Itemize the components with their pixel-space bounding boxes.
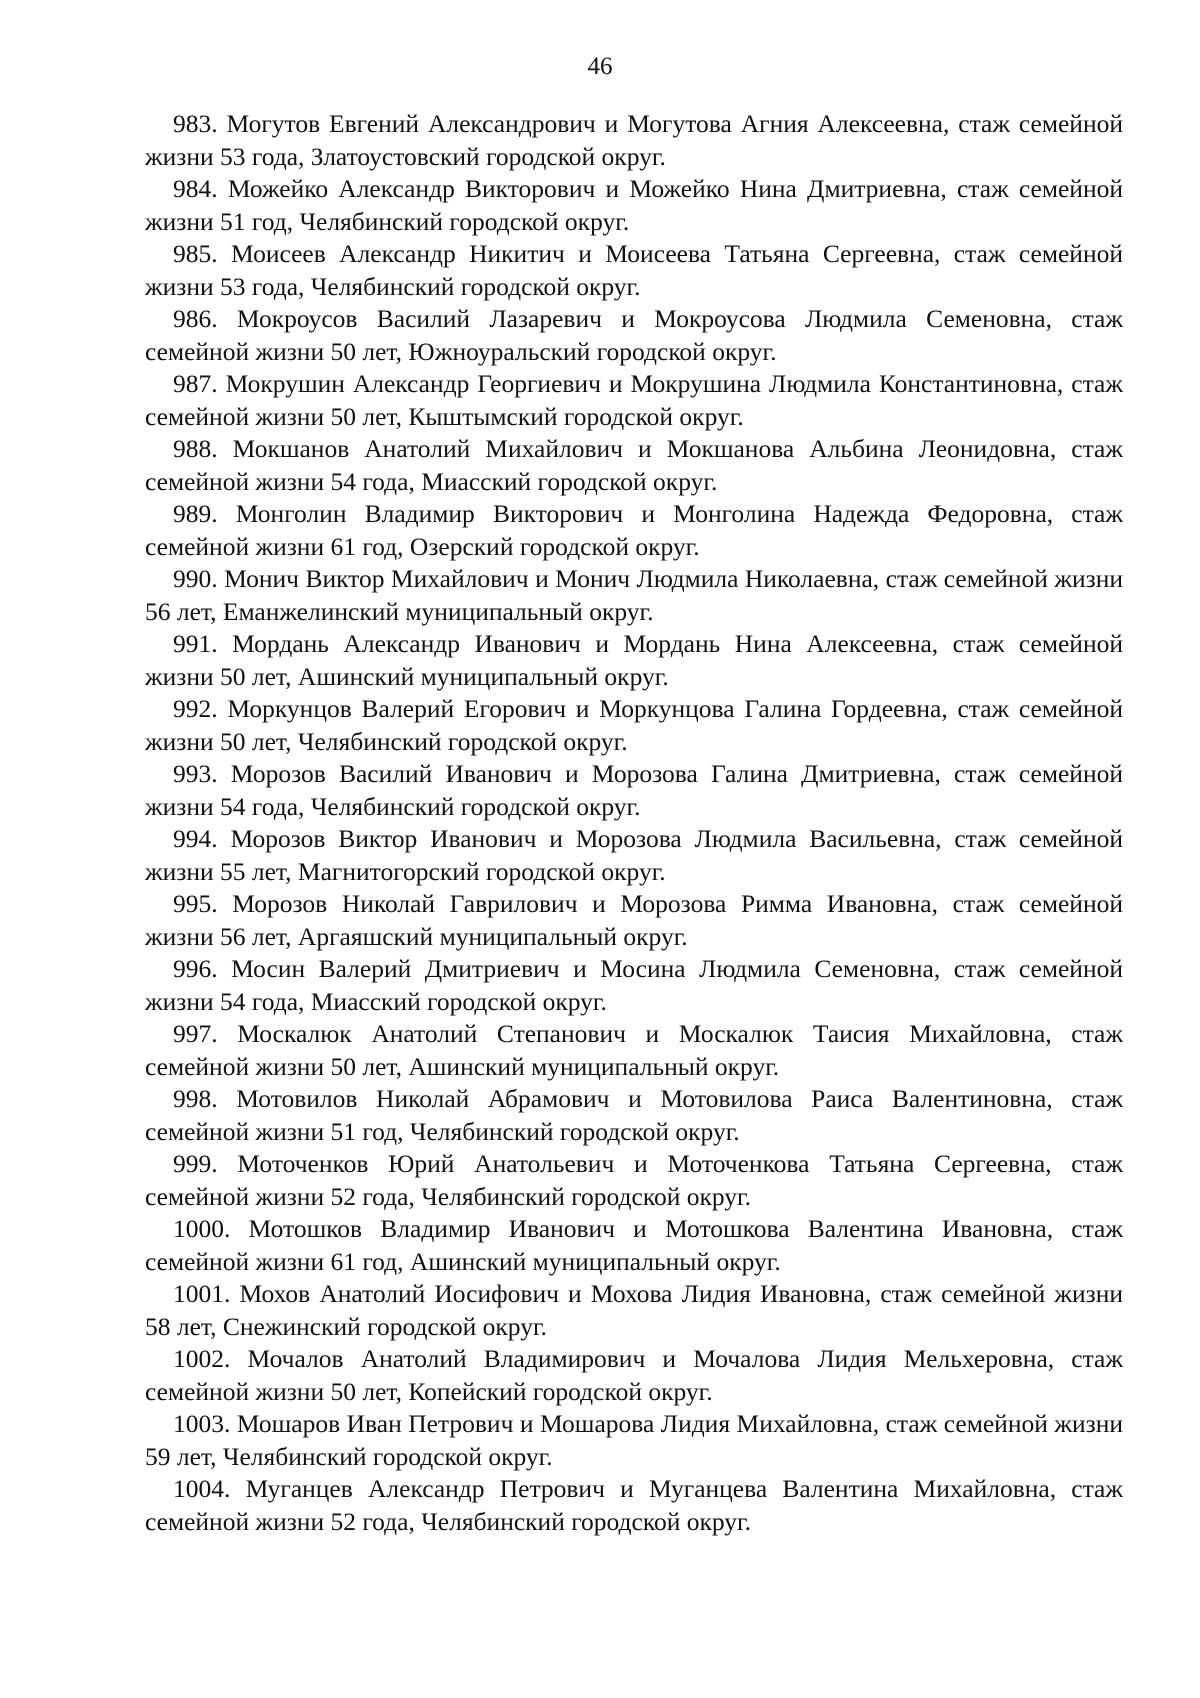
list-item: 1002. Мочалов Анатолий Владимирович и Мочалова Лидия Мельхеровна, стаж семейной жизни 50 лет, Копейский городской округ. bbox=[145, 1344, 1123, 1406]
list-item: 985. Моисеев Александр Никитич и Моисеева Татьяна Сергеевна, стаж семейной жизни 53 года, Челябинский городской округ. bbox=[145, 239, 1123, 301]
list-item: 997. Москалюк Анатолий Степанович и Москалюк Таисия Михайловна, стаж семейной жизни 50 лет, Ашинский муниципальный округ. bbox=[145, 1019, 1123, 1081]
list-item: 994. Морозов Виктор Иванович и Морозова Людмила Васильевна, стаж семейной жизни 55 лет, Магнитогорский городской округ. bbox=[145, 824, 1123, 886]
list-item: 986. Мокроусов Василий Лазаревич и Мокроусова Людмила Семеновна, стаж семейной жизни 50 лет, Южноуральский городской округ. bbox=[145, 304, 1123, 366]
list-item: 991. Мордань Александр Иванович и Мордань Нина Алексеевна, стаж семейной жизни 50 лет, Ашинский муниципальный округ. bbox=[145, 629, 1123, 691]
list-item: 984. Можейко Александр Викторович и Можейко Нина Дмитриевна, стаж семейной жизни 51 год, Челябинский городской округ. bbox=[145, 174, 1123, 236]
list-item: 993. Морозов Василий Иванович и Морозова Галина Дмитриевна, стаж семейной жизни 54 года, Челябинский городской округ. bbox=[145, 759, 1123, 821]
list-item: 989. Монголин Владимир Викторович и Монголина Надежда Федоровна, стаж семейной жизни 61 год, Озерский городской округ. bbox=[145, 499, 1123, 561]
list-item: 996. Мосин Валерий Дмитриевич и Мосина Людмила Семеновна, стаж семейной жизни 54 года, Миасский городской округ. bbox=[145, 954, 1123, 1016]
list-item: 983. Могутов Евгений Александрович и Могутова Агния Алексеевна, стаж семейной жизни 53 года, Златоустовский городской округ. bbox=[145, 109, 1123, 171]
list-item: 1001. Мохов Анатолий Иосифович и Мохова Лидия Ивановна, стаж семейной жизни 58 лет, Снежинский городской округ. bbox=[145, 1279, 1123, 1341]
list-item: 987. Мокрушин Александр Георгиевич и Мокрушина Людмила Константиновна, стаж семейной жизни 50 лет, Кыштымский городской округ. bbox=[145, 369, 1123, 431]
list-item: 995. Морозов Николай Гаврилович и Морозова Римма Ивановна, стаж семейной жизни 56 лет, Аргаяшский муниципальный округ. bbox=[145, 889, 1123, 951]
entries-list bbox=[145, 108, 1123, 1538]
list-item: 990. Монич Виктор Михайлович и Монич Людмила Николаевна, стаж семейной жизни 56 лет, Еманжелинский муниципальный округ. bbox=[145, 564, 1123, 626]
list-item: 998. Мотовилов Николай Абрамович и Мотовилова Раиса Валентиновна, стаж семейной жизни 51 год, Челябинский городской округ. bbox=[145, 1084, 1123, 1146]
list-item: 988. Мокшанов Анатолий Михайлович и Мокшанова Альбина Леонидовна, стаж семейной жизни 54 года, Миасский городской округ. bbox=[145, 434, 1123, 496]
list-item: 1000. Мотошков Владимир Иванович и Мотошкова Валентина Ивановна, стаж семейной жизни 61 год, Ашинский муниципальный округ. bbox=[145, 1214, 1123, 1276]
list-item: 992. Моркунцов Валерий Егорович и Моркунцова Галина Гордеевна, стаж семейной жизни 50 лет, Челябинский городской округ. bbox=[145, 694, 1123, 756]
list-item: 1004. Муганцев Александр Петрович и Муганцева Валентина Михайловна, стаж семейной жизни 52 года, Челябинский городской округ. bbox=[145, 1474, 1123, 1536]
list-item: 999. Моточенков Юрий Анатольевич и Моточенкова Татьяна Сергеевна, стаж семейной жизни 52 года, Челябинский городской округ. bbox=[145, 1149, 1123, 1211]
page-number: 46 bbox=[587, 53, 613, 80]
list-item: 1003. Мошаров Иван Петрович и Мошарова Лидия Михайловна, стаж семейной жизни 59 лет, Челябинский городской округ. bbox=[145, 1409, 1123, 1471]
